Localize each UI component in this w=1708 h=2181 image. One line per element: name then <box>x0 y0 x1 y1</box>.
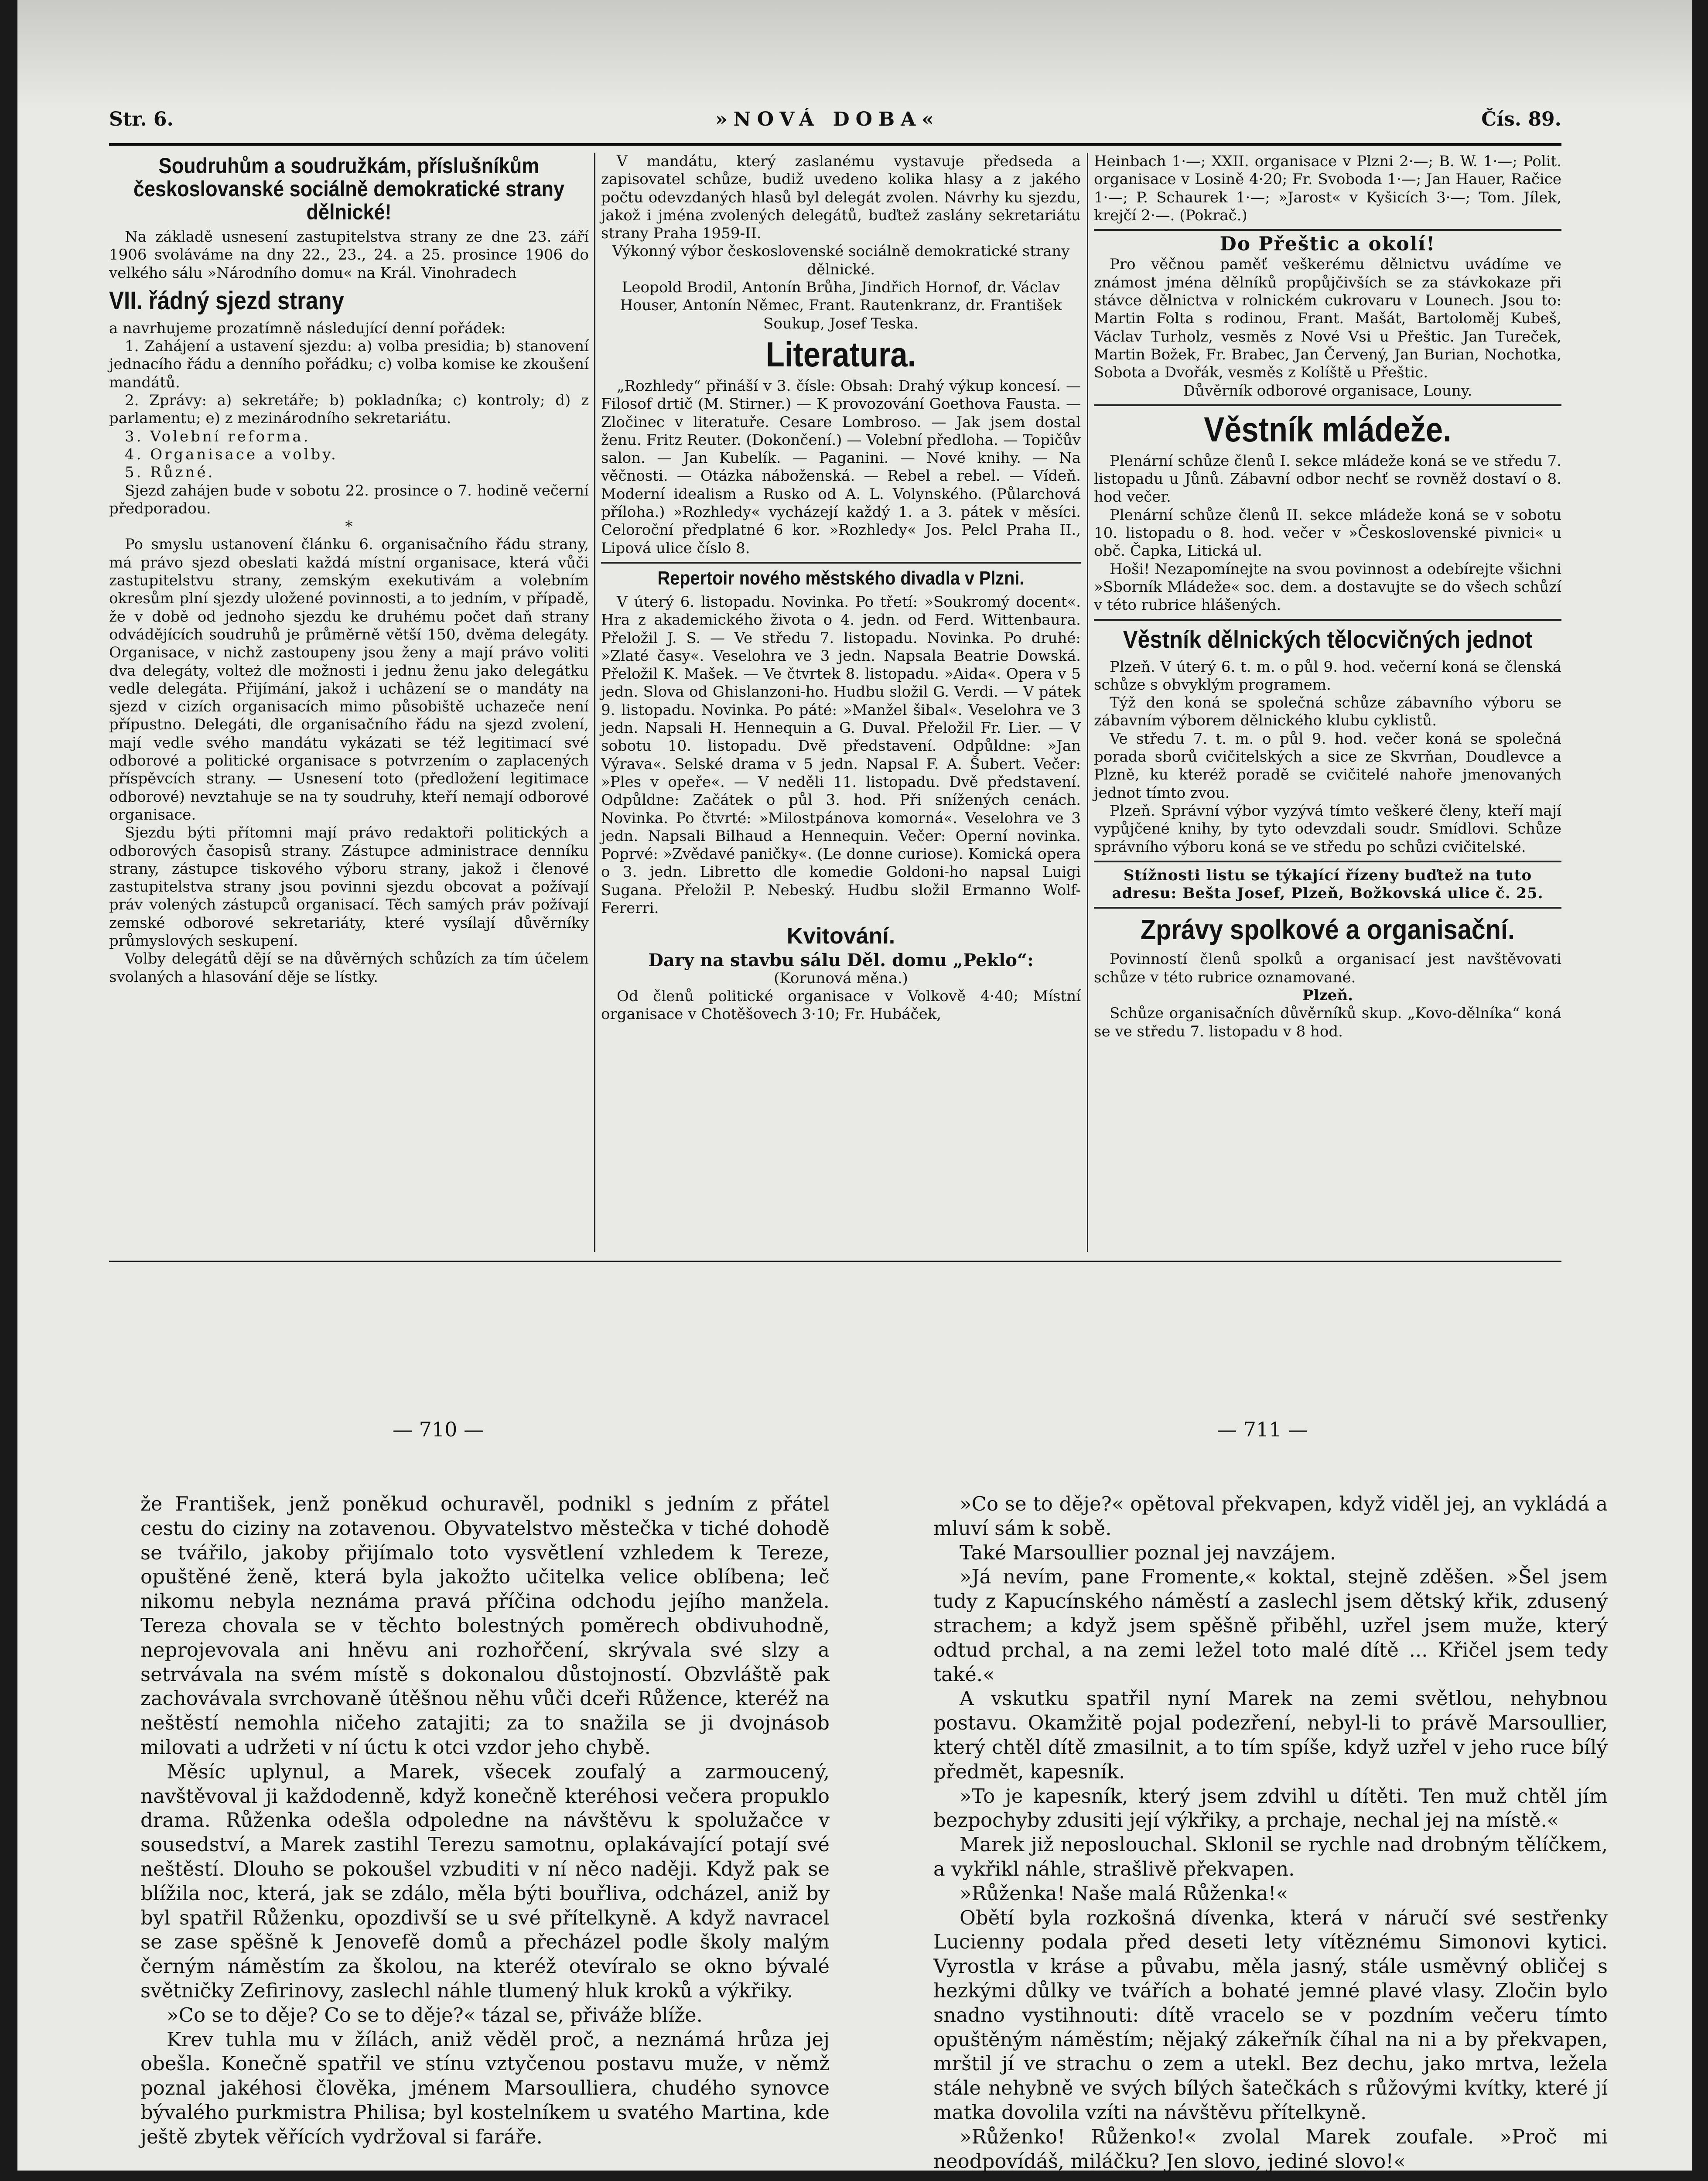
city-label: Plzeň. <box>1302 986 1353 1004</box>
section-rule <box>1094 619 1561 621</box>
paragraph: V úterý 6. listopadu. Novinka. Po třetí: »Soukromý docent«. Hra z akademického života o 4. jedn. od Ferd. Wittenbaura. Přeložil J. S. — Ve středu 7. listopadu. Novinka. Po druhé: »Zlaté časy«. Veselohra ve 3 jedn. Napsala Beatrie Dowská. Přeložil K. Mašek. — Ve čtvrtek 8. listopadu. »Aida«. Opera v 5 jedn. Slova od Ghislanzoni-ho. Hudbu složil G. Verdi. — V pátek 9. listopadu. Novinka. Po páté: »Manžel šibal«. Veselohra ve 3 jedn. Napsali H. Hennequin a G. Duval. Přeložil Fr. Lier. — V sobotu 10. listopadu. Dvě představení. Odpůldne: »Jan Výrava«. Selské drama v 5 jedn. Napsal F. A. Šubert. Večer: »Ples v opeře«. — V neděli 11. listopadu. Dvě představení. Odpůldne: Začátek o půl 3. hod. Při snížených cenách. Novinka. Po čtvrté: »Milostpánova komorná«. Veselohra ve 3 jedn. Napsali Bilhaud a Hennequin. Večer: Operní novinka. Poprvé: »Zvědavé paničky«. (Le donne curiose). Komická opera o 3. jedn. Libretto dle komedie Goldoni-ho napsal Luigi Sugana. Přeložil P. Nebeský. Hudbu složil Ermanno Wolf-Fererri. <box>601 593 1081 917</box>
paragraph: »Co se to děje?« opětoval překvapen, když viděl jej, an vykládá a mluví sám k sobě. <box>933 1492 1608 1540</box>
agenda-item: 1. Zahájení a ustavení sjezdu: a) volba presidia; b) stanovení jednacího řádu a denního pořádku; c) volba komise ke zkoušení mandátů. <box>109 338 589 391</box>
paragraph: »Růženka! Naše malá Růženka!« <box>960 1881 1288 1905</box>
paragraph: Volby delegátů dějí se na důvěrných schůzích za tím účelem svolaných a hlasování děje se lístky. <box>109 950 589 986</box>
prestice-heading: Do Přeštic a okolí! <box>1220 233 1436 256</box>
paragraph: Plenární schůze členů I. sekce mládeže koná se ve středu 7. listopadu u Jůnů. Zábavní odbor nechť se rovněž dostaví o 8. hod večer. <box>1094 452 1561 506</box>
paragraph: Měsíc uplynul, a Marek, všecek zoufalý a zarmoucený, navštěvoval ji každodenně, když konečně kteréhosi večera propuklo drama. Růženka odešla odpoledne na návštěvu k spolužačce v sousedství, a Marek zastihl Terezu samotnu, oplakávající potají své neštěstí. Dlouho se pokoušel vzbuditi v ní něco naději. Když pak se blížila noc, která, jak se zdálo, měla býti bouřliva, odcházel, aniž by byl spatřil Růženku, opozdivší se u své přítelkyně. A když navracel se zase spěšně k Jenovefě domů a přecházel podle školy malým černým náměstím za školou, na kteréž otevíralo se okno bývalé světničky Zefirinovy, zaslechl náhle tlumený hluk kroků a výkřiky. <box>140 1760 830 2002</box>
paragraph: Ve středu 7. t. m. o půl 9. hod. večer koná se společná porada sborů cvičitelských a sice ze Skvrňan, Doudlevce a Plzně, ku kteréž poradě se cvičitelé nahoře jmenovaných jednot tímto zvou. <box>1094 730 1561 802</box>
section-rule <box>1094 229 1561 231</box>
congress-heading: VII. řádný sjezd strany <box>109 286 344 315</box>
section-rule <box>1094 907 1561 909</box>
scan-border-right <box>1692 0 1708 2181</box>
page-header <box>109 108 1561 139</box>
agenda-item: 5. Různé. <box>125 464 215 482</box>
paragraph: Také Marsoullier poznal jej navzájem. <box>960 1541 1336 1564</box>
column-rule <box>594 153 595 1252</box>
paragraph: Sjezd zahájen bude v sobotu 22. prosince o 7. hodině večerní předporadou. <box>109 482 589 517</box>
column-3 <box>1094 153 1561 1041</box>
paragraph: Hoši! Nezapomínejte na svou povinnost a odebírejte všichni »Sborník Mládeže« soc. dem. a dostavujte se do všech schůzí v této rubrice hlášených. <box>1094 560 1561 614</box>
paragraph: V mandátu, který zaslanému vystavuje předseda a zapisovatel schůze, budiž uvedeno kolika hlasy a z jakého počtu odevzdaných hlasů byl delegát zvolen. Návrhy ku sjezdu, jakož i jména zvolených delegátů, buďtež zaslány sekretariátu strany Praha 1959-II. <box>601 153 1081 243</box>
paragraph: »To je kapesník, který jsem zdvihl u dítěti. Ten muž chtěl jím bezpochyby zdusiti její výkřiky, a prchaje, nechal jej na místě.« <box>933 1784 1608 1832</box>
paragraph: Po smyslu ustanovení článku 6. organisačního řádu strany, má právo sjezd obeslati každá místní organisace, která vůči zastupitelstvu strany, zemským exekutivám a volebním okresům plní sjezdy uložené povinnosti, a to jedním, v případě, že v době od jednoho sjezdu ke druhému počet daň strany odvádějících soudruhů je průměrně větší 150, dvěma delegáty. Organisace, v nichž zastoupeny jsou ženy a mají právo voliti dva delegáty, volteż dle možnosti i jednu ženu jako delegátku vedle delegáta. Přijímání, jakož i uchâzení se o mandáty na sjezd v cizích organisacích mimo působiště uchazeče není přípustno. Delegáti, dle organisačního řádu na sjezd zvolení, mají vedle svého mandátu vykázati se též legitimací své odborové a politické organisace s potvrzením o zaplacených příspěvcích strany. — Usnesení toto (předložení legitimace odborové) nevztahuje se na ty soudruhy, kteří nemají odborové organisace. <box>109 536 589 824</box>
paragraph: Týž den koná se společná schůze zábavního výboru se zábavním výborem dělnického klubu cyklistů. <box>1094 694 1561 730</box>
paragraph: Krev tuhla mu v žílách, aniž věděl proč, a neznámá hrůza jej obešla. Konečně spatřil ve stínu vztyčenou postavu muže, v němž poznal jakéhosi člověka, jménem Marsoulliera, chudého synovce bývalého purkmistra Philisa; byl kostelníkem u svatého Martina, kde ještě zbytek věřících vydržoval si faráře. <box>140 2027 830 2148</box>
scan-border-left <box>0 0 17 2181</box>
separator-star: * <box>345 518 353 536</box>
paragraph: Heinbach 1·—; XXII. organisace v Plzni 2·—; B. W. 1·—; Polit. organisace v Losině 4·20; Fr. Svoboda 1·—; Jan Hauer, Račice 1·—; P. Schaurek 1·—; »Jarost« v Kyšicích 3·—; Tom. Jílek, krejčí 2·—. (Pokrač.) <box>1094 153 1561 224</box>
agenda-item: 3. Volební reforma. <box>125 427 311 445</box>
column-2 <box>601 153 1081 1023</box>
paragraph: Plenární schůze členů II. sekce mládeže koná se v sobotu 10. listopadu o 8. hod. večer v »Československé pivnici« u obč. Čapka, Litická ul. <box>1094 506 1561 560</box>
paragraph: Sjezdu býti přítomni mají právo redaktoři politických a odborových časopisů strany. Zástupce administrace denníku strany, zástupce tiskového výboru strany, jakož i členové zastupitelstva strany jsou povinni sjezdu obcovat a požívají práv volených zástupců organisací. Těch samých práv požívají zemské odborové sekretariáty, které vysílají důvěrníky průmyslových seskupení. <box>109 824 589 950</box>
paragraph: Marek již neposlouchal. Sklonil se rychle nad drobným tělíčkem, a vykřikl náhle, strašlivě překvapen. <box>933 1833 1608 1880</box>
column-rule <box>1087 153 1088 1252</box>
section-rule <box>601 562 1081 564</box>
novel-column-right <box>933 1492 1608 2173</box>
paragraph: Plzeň. Správní výbor vyzývá tímto veškeré členy, kteří mají vypůjčené knihy, by tyto odevzdali soudr. Smídlovi. Schůze správního výboru koná se ve středu po schůzi cvičitelské. <box>1094 802 1561 856</box>
page-number-label: Str. 6. <box>109 108 174 130</box>
paragraph: „Rozhledy“ přináší v 3. čísle: Obsah: Drahý výkup koncesí. — Filosof drtič (M. Stirner.) — K provozování Goethova Fausta. — Zločinec v literatuře. Cesare Lombroso. — Jak jsem dostal ženu. Fritz Reuter. (Dokončení.) — Volební předloha. — Topičův salon. — Jan Kubelík. — Paganini. — Nové knihy. — Na věčnosti. — Otázka náboženská. — Rebel a rebel. — Vídeň. Moderní idealism a Rusko od A. L. Volynského. (Půlarchová příloha.) »Rozhledy« vycházejí každý 1. a 3. pátek v měsíci. Celoroční předplatné 6 kor. »Rozhledy« Jos. Pelcl Praha II., Lipová ulice číslo 8. <box>601 377 1081 557</box>
issue-number: Čís. 89. <box>1481 108 1561 130</box>
paragraph: »Co se to děje? Co se to děje?« tázal se, přiváže blíže. <box>167 2003 703 2027</box>
repertoire-heading: Repertoir nového městského divadla v Plzni. <box>657 567 1025 589</box>
signature: Výkonný výbor československé sociálně demokratické strany dělnické. <box>612 243 1070 278</box>
paragraph: Povinností členů spolků a organisací jest navštěvovati schůze v této rubrice oznamované. <box>1094 950 1561 986</box>
youth-heading: Věstník mládeže. <box>1204 410 1452 449</box>
donations-heading: Dary na stavbu sálu Děl. domu „Peklo“: <box>648 950 1034 971</box>
paragraph: že František, jenž poněkud ochuravěl, podnikl s jedním z přátel cestu do ciziny na zotavenou. Obyvatelstvo městečka v tiché dohodě se tvářilo, jakoby přijímalo toto vysvětlení vzhledem k Tereze, opuštěné ženě, která byla jakožto učitelka velice oblíbena; leč nikomu nebyla neznáma pravá příčina odchodu jejího manžela. Tereza chovala se v těchto bolestných poměrech obdivuhodně, neprojevovala ani hněvu ani rozhořčení, skrývala své slzy a setrvávala na svém místě s dokonalou důstojností. Obzvláště pak zachovávala svrchovaně útěšnou něhu vůči dceři Růžence, kteréž na neštěstí nemohla ničeho zatajiti; za to snažila se ji dvojnásob milovati a udržeti v ní úctu k otci vzdor jeho chybě. <box>140 1492 830 1759</box>
agenda-item: 2. Zprávy: a) sekretáře; b) pokladníka; c) kontroly; d) z parlamentu; e) z mezinárodního sekretariátu. <box>109 392 589 427</box>
paragraph: Obětí byla rozkošná dívenka, která v náručí své sestřenky Lucienny podala před deseti lety vítěznému Simonovi kytici. Vyrostla v kráse a půvabu, měla jasný, stále usměvný obličej s hezkými důlky ve tvářích a bohaté jemné plavé vlasy. Zločin bylo snadno vystihnouti: dítě vracelo se v pozdním večeru tímto opuštěným náměstím; nějaký zákeřník číhal na ni a by překvapen, mrštil jí ve strachu o zem a utekl. Bez dechu, jako mrtva, ležela stále nehybně ve svých bílých šatečkách s růžovými kvítky, které jí matka dovolila vzíti na návštěvu přítelkyně. <box>933 1906 1608 2124</box>
paragraph: a navrhujeme prozatímně následující denní pořádek: <box>109 319 506 337</box>
section-rule <box>1094 861 1561 862</box>
paragraph: Na základě usnesení zastupitelstva strany ze dne 23. září 1906 svoláváme na dny 22., 23., 24. a 25. prosince 1906 do velkého sálu »Národního domu« na Král. Vinohradech <box>109 228 589 282</box>
agenda-item: 4. Organisace a volby. <box>125 445 338 463</box>
club-news-heading: Zprávy spolkové a organisační. <box>1141 914 1515 946</box>
paragraph: Pro věčnou paměť veškerému dělnictvu uvádíme ve známost jména dělníků propůjčivších se za stávkokaze při stávce dělnictva v rolnickém cukrovaru v Lounech. Jsou to: Martin Folta s rodinou, Frant. Mašát, Bartoloměj Kubeš, Václav Turholz, vesměs z Nové Vsi u Přeštic. Jan Tureček, Martin Božek, Fr. Brabec, Jan Červený, Jan Burian, Nochotka, Sobota a Dvořák, vesměs z Kolíště u Přeštic. <box>1094 256 1561 382</box>
page-number: — 711 — <box>1217 1418 1308 1441</box>
paragraph: A vskutku spatřil nyní Marek na zemi světlou, nehybnou postavu. Okamžitě pojal podezření, nebyl-li to právě Marsoullier, který chtěl dítě zmasilnit, a to tím spíše, když uzřel v jeho ruce bílý předmět, kapesník. <box>933 1687 1608 1783</box>
footer-rule <box>109 1261 1561 1262</box>
signatory-names: Leopold Brodil, Antonín Brůha, Jindřich Hornof, dr. Václav Houser, Antonín Němec, Frant. Rautenkranz, dr. František Soukup, Josef Teska. <box>620 279 1062 332</box>
paragraph: Od členů politické organisace v Volkově 4·40; Místní organisace v Chotěšovech 3·10; Fr. Hubáček, <box>601 987 1081 1023</box>
receipts-heading: Kvitování. <box>786 923 895 949</box>
paragraph: »Růženko! Růženko!« zvolal Marek zoufale. »Proč mi neodpovídáš, miláčku? Jen slovo, jediné slovo!« <box>933 2125 1608 2173</box>
paragraph: »Já nevím, pane Fromente,« koktal, stejně zděšen. »Šel jsem tudy z Kapucínského náměstí a zaslechl jsem dětský křik, zdusený strachem; a když jsem spěšně přiběhl, uzřel jsem muže, který odtud prchal, a na zemi ležel toto malé dítě ... Křičel jsem tedy také.« <box>933 1565 1608 1686</box>
header-rule <box>109 143 1561 146</box>
currency-note: (Korunová měna.) <box>774 969 908 987</box>
scan-shading <box>17 0 1692 109</box>
novel-column-left <box>140 1492 830 2149</box>
section-rule <box>1094 404 1561 406</box>
complaints-notice: Stížnosti listu se týkající řízeny buďtež na tuto adresu: Bešta Josef, Plzeň, Božkovská ulice č. 25. <box>1112 866 1544 902</box>
signature: Důvěrník odborové organisace, Louny. <box>1183 382 1472 400</box>
announcement-title: Soudruhům a soudružkám, příslušníkům českoslovanské sociálně demokratické strany dělnické! <box>133 154 565 224</box>
gymnastics-heading: Věstník dělnických tělocvičných jednot <box>1123 625 1533 653</box>
column-1 <box>109 153 589 986</box>
page-number: — 710 — <box>393 1418 484 1441</box>
paragraph: Schůze organisačních důvěrníků skup. „Kovo-dělníka“ koná se ve středu 7. listopadu v 8 hod. <box>1094 1005 1561 1040</box>
paragraph: Plzeň. V úterý 6. t. m. o půl 9. hod. večerní koná se členská schůze s obvyklým programem. <box>1094 658 1561 694</box>
newspaper-title: »NOVÁ DOBA« <box>715 108 940 130</box>
literature-heading: Literatura. <box>765 335 916 374</box>
